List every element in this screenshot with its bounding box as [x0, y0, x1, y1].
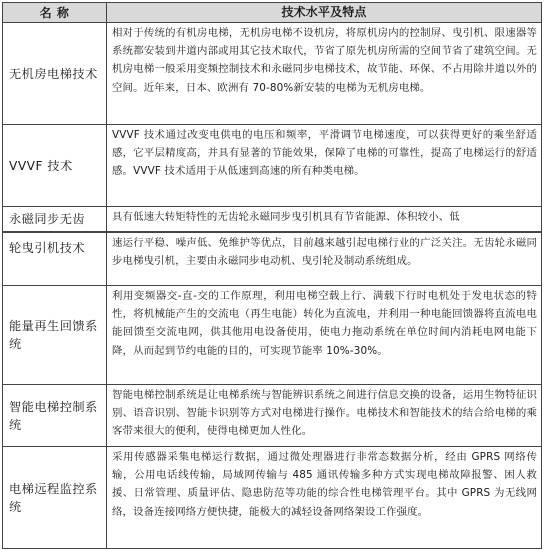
table-row — [3, 286, 541, 385]
tech-table-part1 — [2, 2, 542, 232]
row-desc: 智能电梯控制系统是让电梯系统与智能辨识系统之间进行信息交换的设备，运用生物特征识别、语音识别、智能卡识别等方式对电梯进行操作。电梯技术和智能技术的结合给电梯的乘客带来很大的便利，使得电梯更加人性化。 — [112, 389, 537, 438]
row-desc: VVVF 技术通过改变电供电的电压和频率，平滑调节电梯速度，可以获得更好的乘坐舒适感，它平层精度高，并具有显著的节能效果，保障了电梯的可靠性，提高了电梯运行的舒适感。VVVF 技术适用于从低速到高速的所有种类电梯。 — [112, 129, 537, 178]
row-name: 永磁同步无齿 — [3, 207, 107, 231]
table-row — [3, 207, 541, 231]
row-desc: 相对于传统的有机房电梯，无机房电梯不设机房，将原机房内的控制屏、曳引机、限速器等系统都安装到井道内部或用其它技术取代，节省了原先机房所需的空间节省了建筑空间。无机房电梯一般采用变频控制技术和永磁同步电梯技术，故节能、环保、不占用除井道以外的空间。近年来，日本、欧洲有 70-80%新安装的电梯为无机房电梯。 — [112, 27, 537, 94]
table-row — [3, 125, 541, 207]
table-row — [3, 447, 541, 548]
table-row — [3, 23, 541, 125]
header-name: 名 称 — [3, 3, 107, 22]
row-name: 电梯远程监控系统 — [3, 447, 107, 548]
row-name: 智能电梯控制系统 — [3, 385, 107, 446]
row-desc: 利用变频器交-直-交的工作原理，利用电梯空载上行、满载下行时电机处于发电状态的特性，将机械能产生的交流电（再生电能）转化为直流电，并利用一种电能回馈器将直流电电能回馈至交流电网，供其他用电设备使用，使电力拖动系统在单位时间内消耗电网电能下降，从而起到节约电能的目的，可实现节能率 10%-30%。 — [112, 290, 537, 357]
table-header-row — [3, 3, 541, 23]
table-row — [3, 233, 541, 286]
row-name: 轮曳引机技术 — [3, 233, 107, 285]
row-name: 能量再生回馈系统 — [3, 286, 107, 384]
table-row — [3, 385, 541, 447]
header-desc: 技术水平及特点 — [281, 5, 367, 20]
row-name: 无机房电梯技术 — [3, 23, 107, 124]
row-desc: 具有低速大转矩特性的无齿轮永磁同步曳引机具有节省能源、体积较小、低 — [112, 211, 460, 223]
row-desc: 采用传感器采集电梯运行数据，通过微处理器进行非常态数据分析，经由 GPRS 网络传输，公用电话线传输，局域网传输与 485 通讯传输多种方式实现电梯故障报警、困人救援、日常管理、质量评估、隐患防范等功能的综合性电梯管理平台。其中 GPRS 为无线网络，设备连接网络方便快捷，能极大的减轻设备网络架设工作强度。 — [112, 451, 537, 518]
tech-table-part2 — [2, 232, 542, 549]
row-desc: 速运行平稳、噪声低、免维护等优点，目前越来越引起电梯行业的广泛关注。无齿轮永磁同步电梯曳引机，主要由永磁同步电动机、曳引轮及制动系统组成。 — [112, 237, 537, 268]
row-name: VVVF 技术 — [3, 125, 107, 206]
